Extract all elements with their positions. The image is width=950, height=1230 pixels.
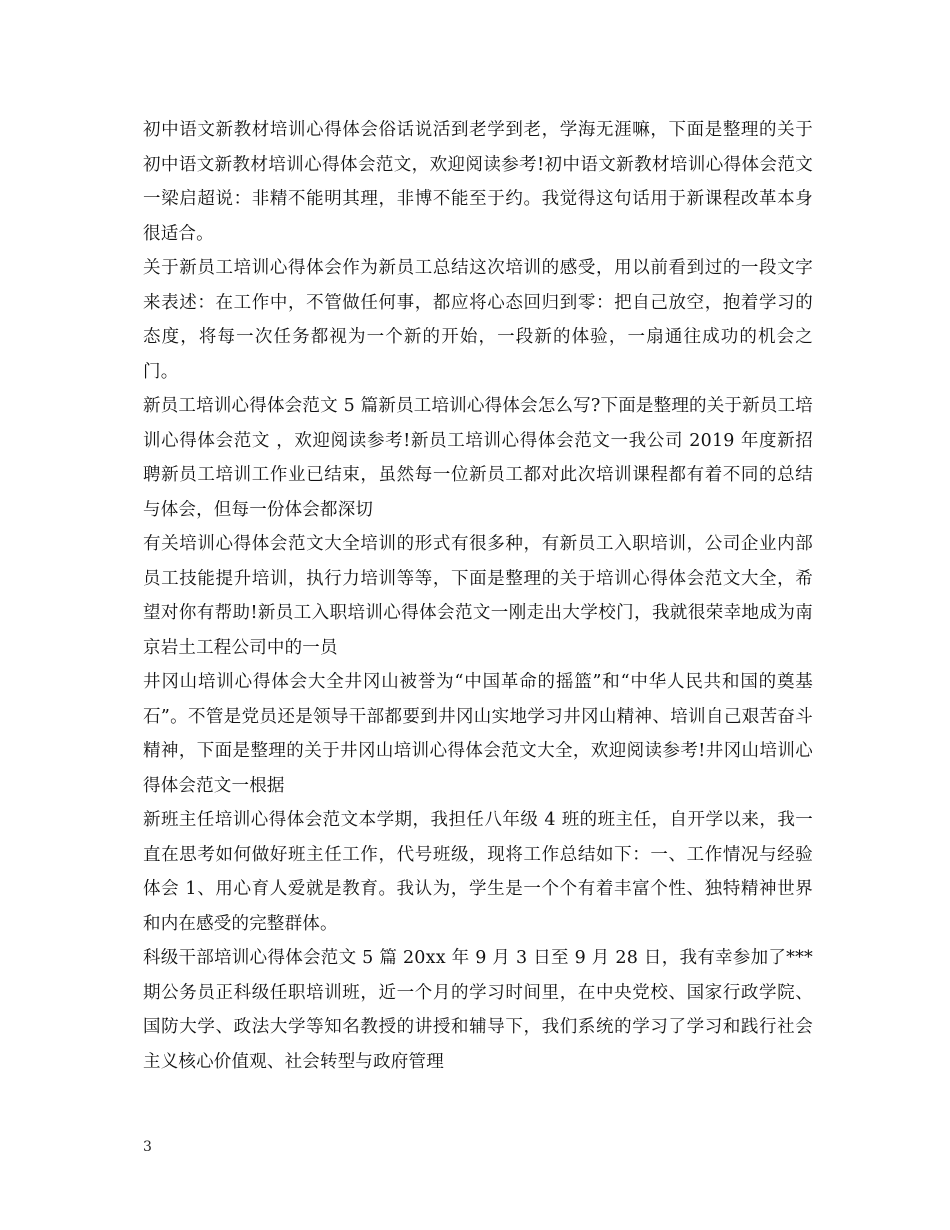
page-number: 3 <box>143 1139 152 1155</box>
paragraph-4: 有关培训心得体会范文大全培训的形式有很多种，有新员工入职培训，公司企业内部员工技能提升培训，执行力培训等等，下面是整理的关于培训心得体会范文大全，希望对你有帮助!新员工入职培训心得体会范文一刚走出大学校门，我就很荣幸地成为南京岩土工程公司中的一员 <box>143 534 813 658</box>
paragraph-6: 新班主任培训心得体会范文本学期，我担任八年级 4 班的班主任，自开学以来，我一直在思考如何做好班主任工作，代号班级，现将工作总结如下：一、工作情况与经验体会 1、用心育人爱就是教育。我认为，学生是一个个有着丰富个性、独特精神世界和内在感受的完整群体。 <box>143 810 813 934</box>
paragraph-7: 科级干部培训心得体会范文 5 篇 20xx 年 9 月 3 日至 9 月 28 日，我有幸参加了***期公务员正科级任职培训班，近一个月的学习时间里，在中央党校、国家行政学院、国防大学、政法大学等知名教授的讲授和辅导下，我们系统的学习了学习和践行社会主义核心价值观、社会转型与政府管理 <box>143 948 813 1072</box>
paragraph-2: 关于新员工培训心得体会作为新员工总结这次培训的感受，用以前看到过的一段文字来表述：在工作中，不管做任何事，都应将心态回归到零：把自己放空，抱着学习的态度，将每一次任务都视为一个新的开始，一段新的体验，一扇通往成功的机会之门。 <box>143 258 813 382</box>
document-body <box>143 113 813 1079</box>
paragraph-1: 初中语文新教材培训心得体会俗话说活到老学到老，学海无涯嘛，下面是整理的关于初中语文新教材培训心得体会范文，欢迎阅读参考!初中语文新教材培训心得体会范文一梁启超说：非精不能明其理，非博不能至于约。我觉得这句话用于新课程改革本身很适合。 <box>143 120 813 244</box>
paragraph-5: 井冈山培训心得体会大全井冈山被誉为“中国革命的摇篮”和“中华人民共和国的奠基石”。不管是党员还是领导干部都要到井冈山实地学习井冈山精神、培训自己艰苦奋斗精神，下面是整理的关于井冈山培训心得体会范文大全，欢迎阅读参考!井冈山培训心得体会范文一根据 <box>143 672 813 796</box>
paragraph-3: 新员工培训心得体会范文 5 篇新员工培训心得体会怎么写?下面是整理的关于新员工培训心得体会范文 ，欢迎阅读参考!新员工培训心得体会范文一我公司 2019 年度新招聘新员工培训工作业已结束，虽然每一位新员工都对此次培训课程都有着不同的总结与体会，但每一份体会都深切 <box>143 396 813 520</box>
